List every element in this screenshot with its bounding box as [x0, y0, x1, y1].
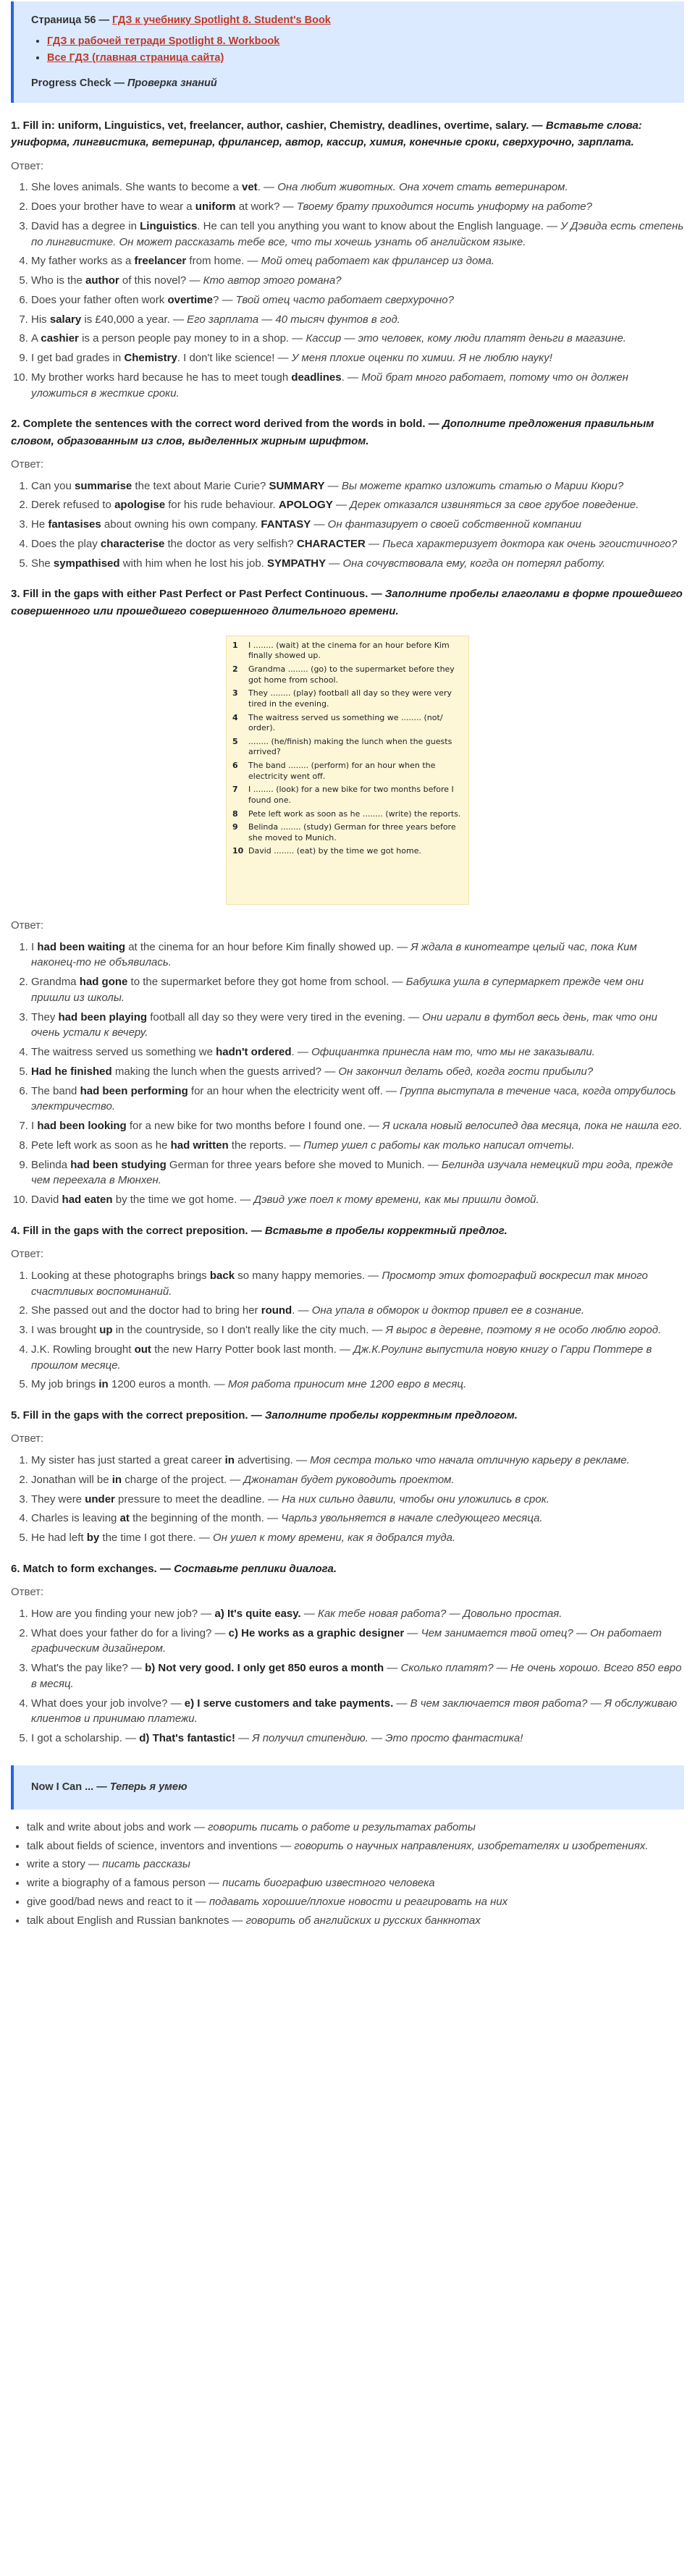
list-item: 2. She passed out and the doctor had to bring her round. — Она упала в обморок и доктор привел ее в сознание. [31, 1303, 684, 1319]
now-i-can-box: Now I Can ... — Теперь я умею [11, 1765, 684, 1809]
list-item: 1. My sister has just started a great career in advertising. — Моя сестра только что начала отличную карьеру в рекламе. [31, 1453, 684, 1469]
exercise-1-title: 1. Fill in: uniform, Linguistics, vet, freelancer, author, cashier, Chemistry, deadlines, overtime, salary. — Вставьте слова: униформа, лингвистика, ветеринар, фрилансер, автор, кассир, химия, конечные сроки, сверхурочно, зарплата. [11, 119, 642, 149]
list-item: 3. David has a degree in Linguistics. He can tell you anything you want to know about the English language. — У Дэвида есть степень по лингвистике. Он может рассказать тебе все, что ты хочешь узнать об английском языке. [31, 219, 684, 250]
exercise-2-title: 2. Complete the sentences with the correct word derived from the words in bold. — Дополните предложения правильным словом, образованным из слов, выделенных жирным шрифтом. [11, 418, 654, 447]
related-links [31, 34, 667, 66]
exercise-2-answers [11, 478, 684, 572]
list-item: 5. I got a scholarship. — d) That's fantastic! — Я получил стипендию. — Это просто фантастика! [31, 1731, 684, 1747]
list-item: • write a biography of a famous person — писать биографию известного человека [27, 1875, 684, 1891]
list-item: 2. Does your brother have to wear a uniform at work? — Твоему брату приходится носить униформу на работе? [31, 199, 684, 215]
exercise-3-answers [11, 939, 684, 1208]
textbook-row: 9 Belinda ........ (study) German for three years before she moved to Munich. [232, 822, 456, 843]
textbook-row: 5 ........ (he/finish) making the lunch when the guests arrived? [232, 736, 452, 757]
list-item: 5. Who is the author of this novel? — Кто автор этого романа? [31, 273, 684, 289]
section-title: Progress Check — Проверка знаний [31, 77, 217, 90]
list-item: • write a story — писать рассказы [27, 1857, 684, 1872]
list-item: 1. Can you summarise the text about Marie Curie? SUMMARY — Вы можете кратко изложить статью о Марии Кюри? [31, 478, 684, 494]
exercise-4-title: 4. Fill in the gaps with the correct preposition. — Вставьте в пробелы корректный предлог. [11, 1224, 507, 1237]
list-item: 8. A cashier is a person people pay money to in a shop. — Кассир — это человек, кому люди платят деньги в магазине. [31, 331, 684, 347]
list-item: 4. J.K. Rowling brought out the new Harry Potter book last month. — Дж.К.Роулинг выпустила новую книгу о Гарри Поттере в прошлом месяце. [31, 1342, 684, 1374]
exercise-6-title: 6. Match to form exchanges. — Составьте реплики диалога. [11, 1562, 337, 1575]
page [11, 0, 684, 1928]
textbook-row: 4 The waitress served us something we ........ (not/ order). [232, 712, 443, 733]
page-heading: Страница 56 — ГДЗ к учебнику Spotlight 8. Student's Book [31, 14, 331, 26]
exercise-6-answers [11, 1606, 684, 1747]
all-gdz-link[interactable]: Все ГДЗ (главная страница сайта) [47, 52, 224, 64]
answer-label: Ответ: [11, 457, 44, 470]
textbook-row: 7 I ........ (look) for a new bike for two months before I found one. [232, 785, 454, 805]
list-item: 1. How are you finding your new job? — a) It's quite easy. — Как тебе новая работа? — Довольно простая. [31, 1606, 684, 1622]
list-item: • give good/bad news and react to it — подавать хорошие/плохие новости и реагировать на них [27, 1894, 684, 1910]
list-item: 4. My father works as a freelancer from home. — Мой отец работает как фрилансер из дома. [31, 253, 684, 269]
list-item: 5. Had he finished making the lunch when the guests arrived? — Он закончил делать обед, когда гости прибыли? [31, 1064, 684, 1080]
exercise-4-answers [11, 1268, 684, 1393]
list-item: 4. Does the play characterise the doctor as very selfish? CHARACTER — Пьеса характеризует доктора как очень эгоистичного? [31, 536, 684, 552]
workbook-link[interactable]: ГДЗ к рабочей тетради Spotlight 8. Workbook [47, 35, 280, 48]
answer-label: Ответ: [11, 1248, 44, 1261]
list-item: 3. They had been playing football all day so they were very tired in the evening. — Они играли в футбол весь день, так что они очень устали к вечеру. [31, 1010, 684, 1042]
textbook-row: 1 I ........ (wait) at the cinema for an hour before Kim finally showed up. [232, 640, 450, 661]
list-item: • talk about fields of science, inventors and inventions — говорить о научных направлениях, изобретателях и изобретениях. [27, 1838, 684, 1854]
answer-label: Ответ: [11, 159, 44, 172]
list-item: 4. Charles is leaving at the beginning of the month. — Чарльз увольняется в начале следующего месяца. [31, 1511, 684, 1526]
list-item: 9. Belinda had been studying German for three years before she moved to Munich. — Белинда изучала немецкий три года, прежде чем переехала в Мюнхен. [31, 1157, 684, 1189]
list-item: 7. His salary is £40,000 a year. — Его зарплата — 40 тысяч фунтов в год. [31, 312, 684, 328]
textbook-row: 10 David ........ (eat) by the time we got home. [232, 846, 421, 856]
list-item: 5. She sympathised with him when he lost his job. SYMPATHY — Она сочувствовала ему, когда он потерял работу. [31, 556, 684, 572]
list-item: 1. Looking at these photographs brings back so many happy memories. — Просмотр этих фотографий воскресил так много счастливых воспоминаний. [31, 1268, 684, 1300]
answer-label: Ответ: [11, 919, 44, 932]
list-item: 7. I had been looking for a new bike for two months before I found one. — Я искала новый велосипед два месяца, пока не нашла его. [31, 1118, 684, 1134]
list-item: • talk and write about jobs and work — говорить писать о работе и результатах работы [27, 1820, 684, 1836]
list-item: 2. What does your father do for a living? — c) He works as a graphic designer — Чем занимается твой отец? — Он работает графическим дизайнером. [31, 1626, 684, 1657]
list-item: 5. He had left by the time I got there. — Он ушел к тому времени, как я добрался туда. [31, 1530, 684, 1546]
textbook-row: 3 They ........ (play) football all day so they were very tired in the evening. [232, 688, 452, 709]
exercise-1-answers [11, 180, 684, 401]
exercise-5-answers [11, 1453, 684, 1546]
list-item: 3. What's the pay like? — b) Not very good. I only get 850 euros a month — Сколько платят? — Не очень хорошо. Всего 850 евро в месяц. [31, 1660, 684, 1692]
list-item: 9. I get bad grades in Chemistry. I don't like science! — У меня плохие оценки по химии. Я не люблю науку! [31, 350, 684, 366]
exercise-5-title: 5. Fill in the gaps with the correct preposition. — Заполните пробелы корректным предлогом. [11, 1409, 518, 1422]
list-item: 1. I had been waiting at the cinema for an hour before Kim finally showed up. — Я ждала в кинотеатре целый час, пока Ким наконец-то не объявилась. [31, 939, 684, 971]
list-item: 4. The waitress served us something we hadn't ordered. — Официантка принесла нам то, что мы не заказывали. [31, 1044, 684, 1060]
list-item: 10. David had eaten by the time we got home. — Дэвид уже поел к тому времени, как мы пришли домой. [31, 1192, 684, 1208]
list-item: 6. The band had been performing for an hour when the electricity went off. — Группа выступала в течение часа, когда отрубилось электричество. [31, 1084, 684, 1115]
header-box [11, 1, 684, 103]
list-item: 3. He fantasises about owning his own company. FANTASY — Он фантазирует о своей собственной компании [31, 517, 684, 533]
list-item: 1. She loves animals. She wants to become a vet. — Она любит животных. Она хочет стать ветеринаром. [31, 180, 684, 195]
list-item: 2. Jonathan will be in charge of the project. — Джонатан будет руководить проектом. [31, 1472, 684, 1488]
exercise-3-textbook-image [226, 635, 469, 905]
textbook-row: 2 Grandma ........ (go) to the supermarket before they got home from school. [232, 664, 455, 685]
list-item: 8. Pete left work as soon as he had written the reports. — Питер ушел с работы как только написал отчеты. [31, 1138, 684, 1154]
list-item: 4. What does your job involve? — e) I serve customers and take payments. — В чем заключается твоя работа? — Я обслуживаю клиентов и принимаю платежи. [31, 1696, 684, 1728]
list-item: 6. Does your father often work overtime? — Твой отец часто работает сверхурочно? [31, 292, 684, 308]
answer-label: Ответ: [11, 1586, 44, 1599]
textbook-row: 6 The band ........ (perform) for an hour when the electricity went off. [232, 761, 436, 781]
list-item: 2. Grandma had gone to the supermarket before they got home from school. — Бабушка ушла в супермаркет прежде чем они пришли из школы. [31, 974, 684, 1006]
answer-label: Ответ: [11, 1432, 44, 1445]
list-item: 3. I was brought up in the countryside, so I don't really like the city much. — Я вырос в деревне, поэтому я не особо люблю город. [31, 1322, 684, 1338]
list-item: 10. My brother works hard because he has to meet tough deadlines. — Мой брат много работает, потому что он должен уложиться в жесткие сроки. [31, 370, 684, 402]
students-book-link[interactable]: ГДЗ к учебнику Spotlight 8. Student's Book [112, 14, 331, 26]
list-item: • talk about English and Russian banknotes — говорить об английских и русских банкнотах [27, 1913, 684, 1929]
list-item: 3. They were under pressure to meet the deadline. — На них сильно давили, чтобы они уложились в срок. [31, 1492, 684, 1508]
textbook-row: 8 Pete left work as soon as he ........ (write) the reports. [232, 808, 461, 819]
now-i-can-list [11, 1820, 684, 1929]
exercise-3-title: 3. Fill in the gaps with either Past Perfect or Past Perfect Continuous. — Заполните пробелы глаголами в форме прошедшего совершенного или прошедшего совершенного длительного времени. [11, 588, 683, 617]
list-item: 2. Derek refused to apologise for his rude behaviour. APOLOGY — Дерек отказался извиняться за свое грубое поведение. [31, 497, 684, 513]
list-item: 5. My job brings in 1200 euros a month. — Моя работа приносит мне 1200 евро в месяц. [31, 1377, 684, 1393]
